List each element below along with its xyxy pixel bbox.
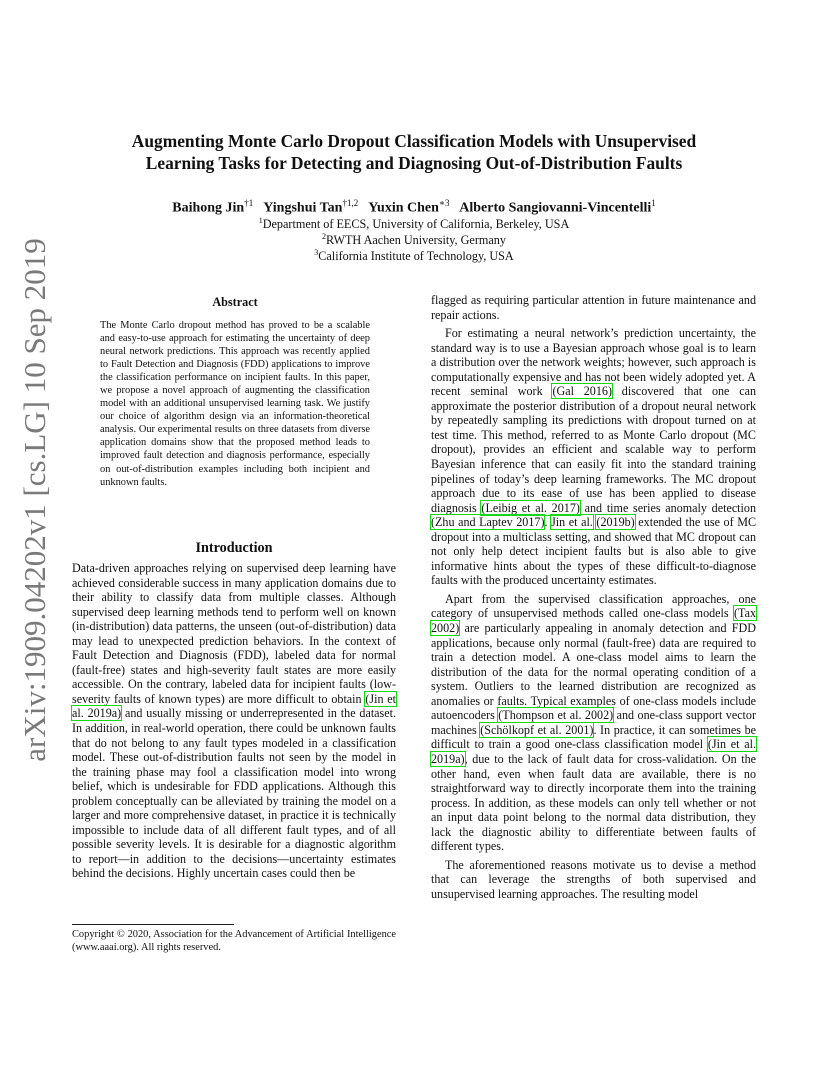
abstract-heading: Abstract — [212, 295, 258, 309]
affiliation-marker: 1 — [258, 216, 263, 225]
footnote-rule — [72, 924, 234, 925]
citation-link[interactable]: (2019b) — [596, 515, 635, 530]
affiliation — [60, 245, 768, 264]
right-column — [431, 293, 756, 901]
paragraph-continuation: flagged as requiring particular attention in future maintenance and repair actions. — [431, 293, 756, 322]
paragraph-text: . — [544, 515, 552, 530]
paragraph-text: . In practice, it can sometimes be difficult to train a good one-class classification model — [431, 722, 756, 752]
affiliation-text: California Institute of Technology, USA — [318, 249, 514, 264]
paragraph: The aforementioned reasons motivate us to devise a method that can leverage the strengths of both supervised and unsupervised learning approaches. The resulting model — [431, 857, 756, 901]
author-marker: 1 — [651, 198, 656, 208]
paragraph-text: , due to the lack of fault data for cross-validation. On the other hand, even when fault data are available, there is no straightforward way to directly incorporate them into the training process. In addition, as these models can only tell whether or not an input data point belong to the normal data distribution, they lack the diagnostic ability to differentiate between faults of different types. — [431, 751, 756, 854]
citation-link[interactable]: (Jin et al. 2019a) — [431, 737, 756, 766]
paragraph-text: and one-class support vector machines — [431, 708, 756, 737]
citation-link[interactable]: (Gal 2016) — [552, 384, 612, 399]
affiliation-text: RWTH Aachen University, Germany — [326, 233, 506, 248]
citation-link[interactable]: (Zhu and Laptev 2017) — [431, 515, 545, 530]
paragraph-text: Data-driven approaches relying on supervised deep learning have achieved considerable success in many application domains due to their ability to classify data from multiple classes. Although supervised deep learning methods tend to perform well on known (in-distribution) data patterns, the unseen (out-of-distribution) data may lead to unexpected prediction behaviors. In the context of Fault Detection and Diagnosis (FDD), labeled data for normal (fault-free) states and high-severity fault states are more easily accessible. On the contrary, labeled data for incipient faults (low-severity faults of known types) are more difficult to obtain — [72, 561, 396, 706]
copyright-footnote: Copyright © 2020, Association for the Advancement of Artificial Intelligence (www.aaai.org). All rights reserved. — [72, 929, 396, 953]
paper-title — [60, 130, 768, 174]
citation-link[interactable]: (Thompson et al. 2002) — [498, 708, 614, 723]
paragraph — [72, 561, 396, 881]
author-marker: †1,2 — [342, 198, 359, 208]
affiliation-marker: 3 — [314, 248, 319, 257]
citation-link[interactable]: (Jin et al. 2019a) — [72, 691, 396, 721]
introduction-heading: Introduction — [195, 540, 273, 556]
paragraph — [431, 592, 756, 854]
paragraph-text: Apart from the supervised classification approaches, one category of unsupervised methods called one-class models — [431, 591, 756, 621]
paragraph-text: extended the use of MC dropout into a multiclass setting, and showed that MC dropout can not only help detect incipient faults but is also able to give informative hints about the types of these difficult-to-diagnose faults with the produced uncertainty estimates. — [431, 515, 757, 588]
affiliation-marker: 2 — [322, 232, 327, 241]
paragraph-text: discovered that one can approximate the posterior distribution of a dropout neural network by repeatedly sampling its predictions with dropout turned on at test time. This method, referred to as Monte Carlo dropout (MC dropout), provides an efficient and scalable way to perform Bayesian inference that can easily fit into the standard training pipelines of today’s deep learning frameworks. The MC dropout approach due to its ease of use has been applied to disease diagnosis — [431, 384, 756, 515]
author-marker: †1 — [244, 198, 254, 208]
paragraph-text: and time series anomaly detection — [579, 500, 756, 515]
author-name: Yingshui Tan — [263, 200, 343, 216]
paragraph — [431, 326, 756, 588]
author-marker: ∗3 — [438, 198, 450, 208]
paragraph-text: and usually missing or underrepresented in the dataset. In addition, in real-world operation, there could be unknown faults that do not belong to any fault types modeled in a classification model. These out-of-distribution faults not seen by the model in the training phase may fool a classification model into wrong belief, which is undesirable for FDD applications. Although this problem conceptually can be alleviated by training the model on a larger and more comprehensive dataset, in practice it is technically impossible to include data of all different fault types, and of all possible severity levels. It is desirable for a diagnostic algorithm to report—in addition to the decisions—uncertainty estimates behind the decisions. Highly uncertain cases could then be — [72, 706, 396, 881]
paragraph-text: are particularly appealing in anomaly detection and FDD applications, because only normal (fault-free) data are required to train a detection model. A one-class model aims to learn the distribution of the data for the normal operating condition of a system. Outliers to the learned distribution are recognized as anomalies or faults. Typical examples of one-class models include autoencoders — [431, 621, 756, 723]
arxiv-identifier: arXiv:1909.04202v1 [cs.LG] 10 Sep 2019 — [17, 238, 52, 762]
citation-link[interactable]: Jin et al. — [551, 515, 593, 530]
citation-link[interactable]: (Tax 2002) — [431, 606, 756, 636]
abstract-text: The Monte Carlo dropout method has proved to be a scalable and easy-to-use approach for estimating the uncertainty of deep neural network predictions. This approach was recently applied to Fault Detection and Diagnosis (FDD) applications to improve the classification performance on incipient faults. In this paper, we propose a novel approach of augmenting the classification model with an additional unsupervised learning task. We justify our choice of algorithm design via an information-theoretical analysis. Our experimental results on three datasets from diverse application domains show that the proposed method leads to improved fault detection and diagnosis performance, especially on out-of-distribution examples including both incipient and unknown faults. — [100, 320, 370, 488]
paragraph-text: For estimating a neural network’s prediction uncertainty, the standard way is to use a Bayesian approach whose goal is to learn a distribution over the network weights; however, such approach is computationally expensive and has not been widely adopted yet. A recent seminal work — [431, 326, 756, 399]
author-name: Baihong Jin — [172, 200, 245, 216]
citation-link[interactable]: (Schölkopf et al. 2001) — [480, 722, 594, 737]
citation-link[interactable]: (Leibig et al. 2017) — [481, 500, 580, 515]
author-name: Yuxin Chen — [368, 200, 439, 216]
author-name: Alberto Sangiovanni-Vincentelli — [459, 200, 652, 216]
title-line-2: Learning Tasks for Detecting and Diagnosing Out-of-Distribution Faults — [145, 153, 683, 173]
title-line-1: Augmenting Monte Carlo Dropout Classification Models with Unsupervised — [131, 131, 697, 151]
left-column — [72, 561, 396, 881]
affiliation-text: Department of EECS, University of California, Berkeley, USA — [262, 217, 570, 232]
